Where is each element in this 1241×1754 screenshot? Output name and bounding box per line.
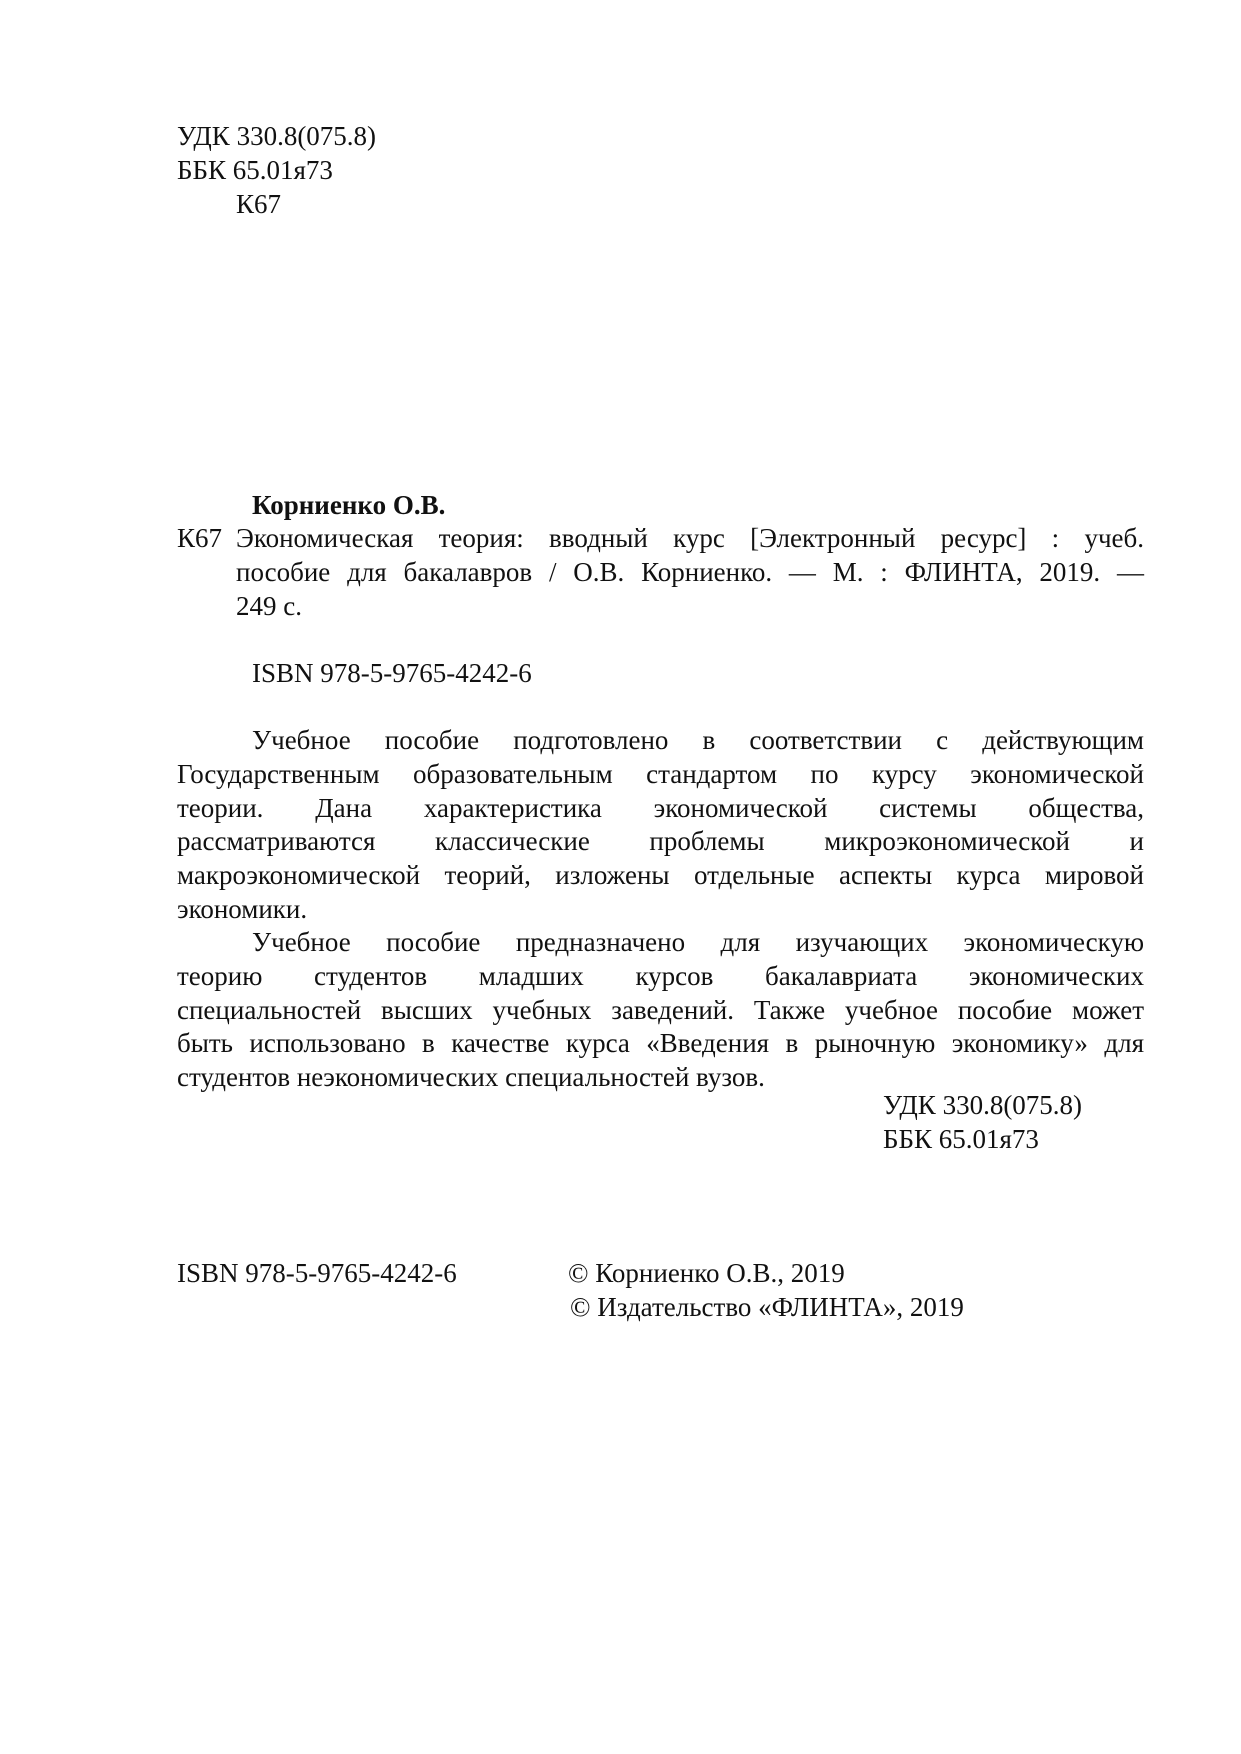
biblio-line: пособие для бакалавров / О.В. Корниенко. — М. : ФЛИНТА, 2019. —: [236, 557, 1144, 587]
isbn: ISBN 978-5-9765-4242-6: [252, 658, 532, 688]
annotation-line: рассматриваются классические проблемы микроэкономической и: [177, 826, 1144, 856]
biblio-line: 249 с.: [236, 591, 302, 621]
imprint-isbn: ISBN 978-5-9765-4242-6: [177, 1258, 457, 1288]
udk-code-footer: УДК 330.8(075.8): [883, 1090, 1083, 1120]
copyright-author: © Корниенко О.В., 2019: [568, 1258, 845, 1288]
annotation-line: Учебное пособие подготовлено в соответствии с действующим: [252, 725, 1144, 755]
annotation-line: макроэкономической теорий, изложены отдельные аспекты курса мировой: [177, 860, 1144, 890]
annotation-line: экономики.: [177, 894, 308, 924]
annotation-line: специальностей высших учебных заведений. Также учебное пособие может: [177, 995, 1144, 1025]
copyright-publisher: © Издательство «ФЛИНТА», 2019: [570, 1292, 964, 1322]
biblio-line: Экономическая теория: вводный курс [Электронный ресурс] : учеб.: [236, 523, 1144, 553]
udk-code: УДК 330.8(075.8): [177, 121, 377, 151]
author-name: Корниенко О.В.: [252, 490, 446, 520]
annotation-line: Учебное пособие предназначено для изучающих экономическую: [252, 927, 1144, 957]
bbk-code: ББК 65.01я73: [177, 155, 333, 185]
bbk-code-footer: ББК 65.01я73: [883, 1124, 1039, 1154]
annotation-line: Государственным образовательным стандартом по курсу экономической: [177, 759, 1144, 789]
annotation-line: студентов неэкономических специальностей вузов.: [177, 1062, 765, 1092]
annotation-line: быть использовано в качестве курса «Введения в рыночную экономику» для: [177, 1028, 1144, 1058]
entry-author-mark: К67: [177, 523, 223, 553]
annotation-line: теорию студентов младших курсов бакалавриата экономических: [177, 961, 1144, 991]
author-mark: К67: [236, 189, 282, 219]
annotation-line: теории. Дана характеристика экономической системы общества,: [177, 793, 1144, 823]
